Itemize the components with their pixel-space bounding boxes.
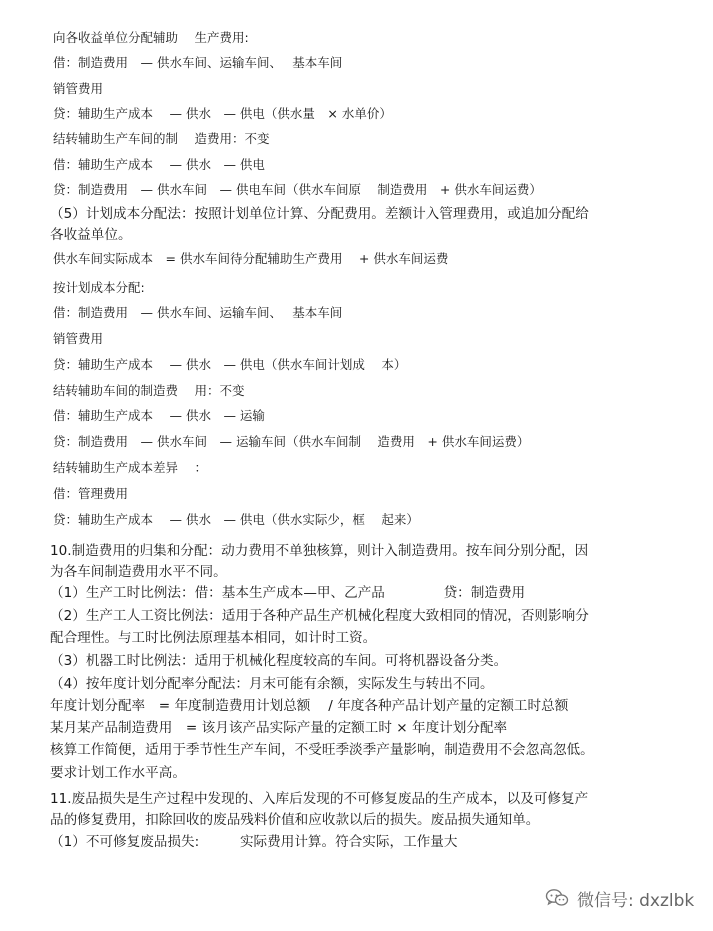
text-line: 结转辅助车间的制造费 用：不变 [53, 383, 245, 398]
text-line: 借：辅助生产成本 — 供水 — 供电 [53, 157, 265, 172]
text-line: （5）计划成本分配法：按照计划单位计算、分配费用。差额计入管理费用，或追加分配给 [50, 206, 589, 222]
text-line: （1）生产工时比例法：借：基本生产成本—甲、乙产品 贷：制造费用 [50, 585, 526, 601]
text-line: 某月某产品制造费用 = 该月该产品实际产量的定额工时 × 年度计划分配率 [50, 720, 508, 736]
text-line: 结转辅助生产车间的制 造费用：不变 [53, 131, 270, 146]
text-line: 11.废品损失是生产过程中发现的、入库后发现的不可修复废品的生产成本，以及可修复产 [50, 791, 589, 807]
text-line: 借：管理费用 [53, 486, 129, 501]
text-line: 年度计划分配率 = 年度制造费用计划总额 / 年度各种产品计划产量的定额工时总额 [50, 698, 569, 714]
text-line: 借：制造费用 — 供水车间、运输车间、 基本车间 [53, 55, 343, 70]
text-line: 核算工作简便，适用于季节性生产车间，不受旺季淡季产量影响，制造费用不会忽高忽低。 [50, 742, 594, 758]
text-line: 为各车间制造费用水平不同。 [50, 564, 227, 580]
watermark-text: 微信号: dxzlbk [577, 890, 695, 911]
text-line: 10.制造费用的归集和分配：动力费用不单独核算，则计入制造费用。按车间分别分配，因 [50, 543, 589, 559]
wechat-icon [545, 888, 569, 908]
text-line: （3）机器工时比例法：适用于机械化程度较高的车间。可将机器设备分类。 [50, 653, 508, 669]
text-line: 向各收益单位分配辅助 生产费用: [53, 30, 249, 45]
text-line: 销管费用 [53, 331, 104, 346]
text-line: 贷：制造费用 — 供水车间 — 运输车间（供水车间制 造费用 + 供水车间运费） [53, 434, 530, 449]
text-line: 借：辅助生产成本 — 供水 — 运输 [53, 408, 265, 423]
text-line: 贷：辅助生产成本 — 供水 — 供电（供水实际少，框 起来） [53, 512, 419, 527]
text-line: 品的修复费用，扣除回收的废品残料价值和应收款以后的损失。废品损失通知单。 [50, 812, 540, 828]
text-line: 结转辅助生产成本差异 ： [53, 460, 207, 475]
text-line: （4）按年度计划分配率分配法：月末可能有余额，实际发生与转出不同。 [50, 676, 494, 692]
text-line: 各收益单位。 [50, 227, 132, 243]
text-line: 供水车间实际成本 = 供水车间待分配辅助生产费用 + 供水车间运费 [53, 251, 449, 266]
text-line: 销管费用 [53, 81, 104, 96]
text-line: 按计划成本分配: [53, 280, 145, 295]
text-line: 贷：辅助生产成本 — 供水 — 供电（供水量 × 水单价） [53, 106, 392, 121]
text-line: （1）不可修复废品损失: 实际费用计算。符合实际，工作量大 [50, 834, 458, 850]
text-line: 贷：制造费用 — 供水车间 — 供电车间（供水车间原 制造费用 + 供水车间运费） [53, 182, 542, 197]
text-line: 借：制造费用 — 供水车间、运输车间、 基本车间 [53, 305, 343, 320]
text-line: 要求计划工作水平高。 [50, 765, 186, 781]
wechat-watermark [545, 886, 694, 910]
text-line: 配合理性。与工时比例法原理基本相同，如计时工资。 [50, 630, 377, 646]
text-line: （2）生产工人工资比例法：适用于各种产品生产机械化程度大致相同的情况，否则影响分 [50, 608, 589, 624]
text-line: 贷：辅助生产成本 — 供水 — 供电（供水车间计划成 本） [53, 357, 407, 372]
